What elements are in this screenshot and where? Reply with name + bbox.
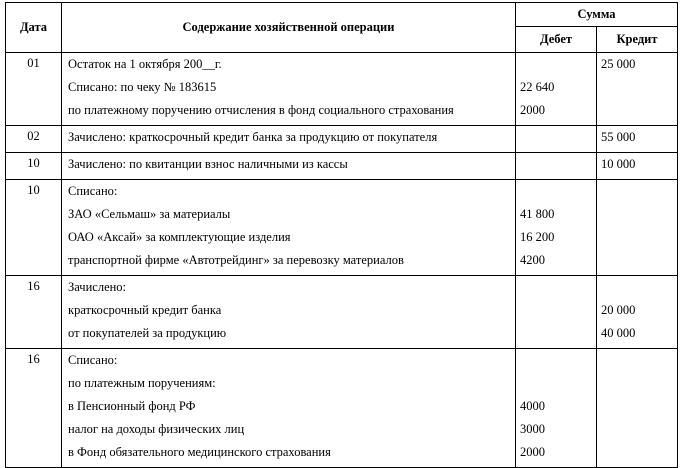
credit-value-cell	[597, 53, 678, 126]
credit-value-cell	[597, 180, 678, 276]
operation-text: в Пенсионный фонд РФ	[68, 399, 196, 413]
debit-value: 16 200	[520, 230, 555, 244]
operation-text: Списано: по чеку № 183615	[68, 80, 217, 94]
operation-text: Зачислено: по квитанции взнос наличными из кассы	[68, 157, 348, 171]
operation-text-cell	[62, 180, 516, 276]
debit-column-header: Дебет	[516, 27, 597, 53]
row-date: 16	[6, 349, 62, 468]
debit-value	[520, 325, 596, 348]
debit-value	[520, 56, 596, 79]
credit-value: 55 000	[601, 130, 636, 144]
credit-value	[601, 183, 677, 206]
credit-value	[601, 444, 677, 467]
date-column-header: Дата	[6, 3, 62, 53]
operation-text: ОАО «Аксай» за комплектующие изделия	[68, 230, 291, 244]
table-row	[6, 349, 678, 468]
operation-text: краткосрочный кредит банка	[68, 303, 222, 317]
table-row	[6, 126, 678, 153]
credit-value: 25 000	[601, 57, 636, 71]
table-row	[6, 180, 678, 276]
debit-value-cell	[516, 153, 597, 180]
debit-value	[520, 156, 596, 179]
operation-text: налог на доходы физических лиц	[68, 422, 245, 436]
operations-table	[5, 2, 678, 468]
credit-value	[601, 229, 677, 252]
debit-value	[520, 302, 596, 325]
sum-column-header: Сумма	[516, 3, 678, 27]
operation-text: Зачислено:	[68, 280, 127, 294]
credit-value	[601, 398, 677, 421]
operation-text-cell	[62, 126, 516, 153]
operation-text: по платежным поручениям:	[68, 376, 216, 390]
credit-value-cell	[597, 126, 678, 153]
table-row	[6, 153, 678, 180]
row-date: 01	[6, 53, 62, 126]
row-date: 10	[6, 180, 62, 276]
row-date: 02	[6, 126, 62, 153]
debit-value-cell	[516, 349, 597, 468]
content-column-header: Содержание хозяйственной операции	[62, 3, 516, 53]
debit-value	[520, 279, 596, 302]
table-row	[6, 276, 678, 349]
operation-text: транспортной фирме «Автотрейдинг» за перевозку материалов	[68, 253, 404, 267]
operation-text-cell	[62, 53, 516, 126]
debit-value-cell	[516, 276, 597, 349]
credit-value: 10 000	[601, 157, 636, 171]
credit-value: 40 000	[601, 326, 636, 340]
debit-value: 3000	[520, 422, 545, 436]
operation-text-cell	[62, 276, 516, 349]
credit-value	[601, 375, 677, 398]
debit-value-cell	[516, 180, 597, 276]
row-date: 10	[6, 153, 62, 180]
operation-text-cell	[62, 153, 516, 180]
debit-value: 41 800	[520, 207, 555, 221]
credit-value	[601, 102, 677, 125]
debit-value: 2000	[520, 103, 545, 117]
credit-value-cell	[597, 349, 678, 468]
operation-text: по платежному поручению отчисления в фонд социального страхования	[68, 103, 454, 117]
operation-text: Зачислено: краткосрочный кредит банка за продукцию от покупателя	[68, 130, 438, 144]
debit-value	[520, 375, 596, 398]
operation-text: Списано:	[68, 184, 118, 198]
row-date: 16	[6, 276, 62, 349]
credit-value	[601, 421, 677, 444]
table-row	[6, 53, 678, 126]
credit-value-cell	[597, 153, 678, 180]
operation-text-cell	[62, 349, 516, 468]
credit-value	[601, 79, 677, 102]
credit-value	[601, 352, 677, 375]
debit-value	[520, 352, 596, 375]
debit-value	[520, 183, 596, 206]
operation-text: ЗАО «Сельмаш» за материалы	[68, 207, 231, 221]
operation-text: Списано:	[68, 353, 118, 367]
operation-text: от покупателей за продукцию	[68, 326, 227, 340]
credit-value-cell	[597, 276, 678, 349]
debit-value	[520, 129, 596, 152]
debit-value-cell	[516, 126, 597, 153]
credit-value	[601, 206, 677, 229]
debit-value: 22 640	[520, 80, 555, 94]
table-body	[6, 53, 678, 468]
operation-text: в Фонд обязательного медицинского страхования	[68, 445, 331, 459]
credit-value: 20 000	[601, 303, 636, 317]
credit-column-header: Кредит	[597, 27, 678, 53]
debit-value: 4000	[520, 399, 545, 413]
table-header	[6, 3, 678, 53]
debit-value: 4200	[520, 253, 545, 267]
debit-value-cell	[516, 53, 597, 126]
operation-text: Остаток на 1 октября 200__г.	[68, 57, 222, 71]
credit-value	[601, 279, 677, 302]
debit-value: 2000	[520, 445, 545, 459]
credit-value	[601, 252, 677, 275]
